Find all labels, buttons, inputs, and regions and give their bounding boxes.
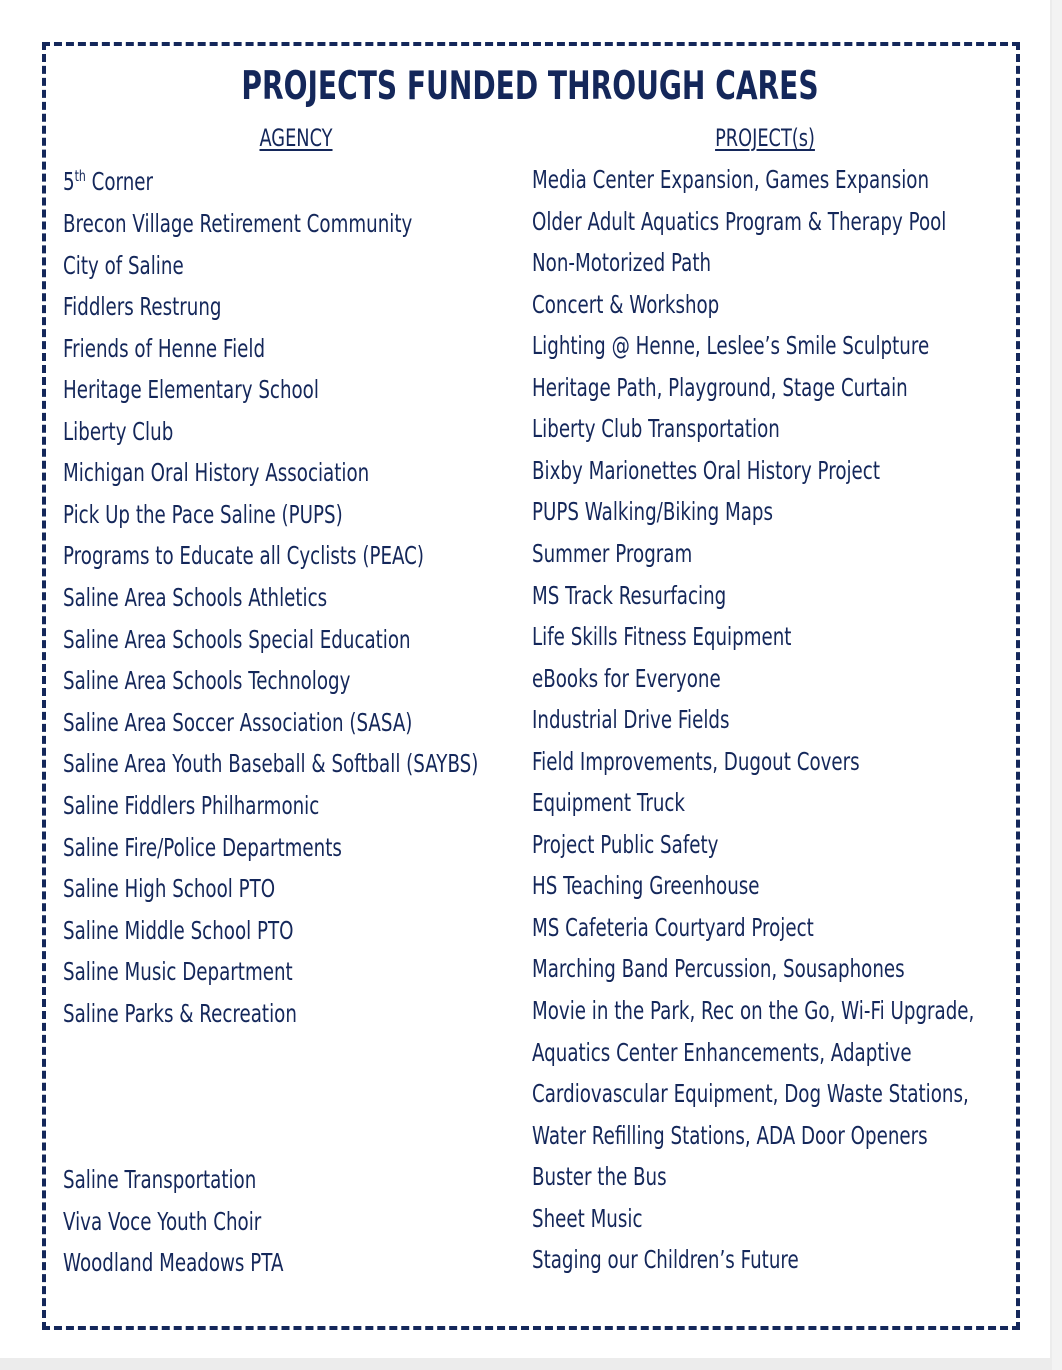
- agency-name: Friends of Henne Field: [63, 334, 266, 363]
- project-description: Movie in the Park, Rec on the Go, Wi-Fi Upgrade,: [532, 996, 975, 1025]
- agency-name: Saline Area Soccer Association (SASA): [63, 708, 413, 737]
- agency-name: Saline High School PTO: [63, 874, 276, 903]
- project-description: Industrial Drive Fields: [532, 705, 730, 734]
- projects-column-header: PROJECT(s): [715, 124, 815, 152]
- project-description: Field Improvements, Dugout Covers: [532, 747, 860, 776]
- agency-name: Saline Parks & Recreation: [63, 999, 297, 1028]
- agency-column-header: AGENCY: [259, 124, 333, 152]
- agency-name: Saline Area Schools Special Education: [63, 625, 411, 654]
- agency-name-number: 5: [63, 167, 75, 196]
- agency-name: Saline Middle School PTO: [63, 916, 294, 945]
- project-description: Life Skills Fitness Equipment: [532, 622, 792, 651]
- project-description: Aquatics Center Enhancements, Adaptive: [532, 1038, 912, 1067]
- project-description: Non-Motorized Path: [532, 248, 712, 277]
- agency-name-rest: Corner: [85, 167, 154, 196]
- agency-name: Saline Area Schools Athletics: [63, 583, 328, 612]
- project-description: Bixby Marionettes Oral History Project: [532, 456, 880, 485]
- project-description: Buster the Bus: [532, 1162, 667, 1191]
- project-description: Heritage Path, Playground, Stage Curtain: [532, 373, 908, 402]
- agency-name: Brecon Village Retirement Community: [63, 209, 413, 238]
- agency-name: Saline Area Youth Baseball & Softball (SAYBS): [63, 749, 479, 778]
- project-description: Concert & Workshop: [532, 290, 720, 319]
- project-description: Project Public Safety: [532, 830, 719, 859]
- agency-name: Pick Up the Pace Saline (PUPS): [63, 500, 343, 529]
- agency-name: Woodland Meadows PTA: [63, 1248, 284, 1277]
- project-description: Older Adult Aquatics Program & Therapy Pool: [532, 207, 947, 236]
- project-description: Water Refilling Stations, ADA Door Openers: [532, 1121, 928, 1150]
- agency-name: Saline Transportation: [63, 1165, 257, 1194]
- agency-name: Fiddlers Restrung: [63, 292, 222, 321]
- agency-name-superscript: th: [74, 167, 86, 185]
- agency-name: City of Saline: [63, 251, 184, 280]
- agency-name: Liberty Club: [63, 417, 174, 446]
- project-description: Equipment Truck: [532, 788, 686, 817]
- agency-name: [63, 167, 153, 197]
- project-description: PUPS Walking/Biking Maps: [532, 497, 774, 526]
- agency-name: Saline Fiddlers Philharmonic: [63, 791, 320, 820]
- agency-name: Programs to Educate all Cyclists (PEAC): [63, 541, 425, 570]
- project-description: MS Track Resurfacing: [532, 581, 727, 610]
- project-description: Cardiovascular Equipment, Dog Waste Stations,: [532, 1079, 969, 1108]
- agency-name: Viva Voce Youth Choir: [63, 1207, 262, 1236]
- project-description: HS Teaching Greenhouse: [532, 871, 760, 900]
- page-title: PROJECTS FUNDED THROUGH CARES: [241, 64, 819, 109]
- project-description: Liberty Club Transportation: [532, 414, 780, 443]
- project-description: Lighting @ Henne, Leslee’s Smile Sculpture: [532, 331, 930, 360]
- project-description: Media Center Expansion, Games Expansion: [532, 165, 930, 194]
- project-description: MS Cafeteria Courtyard Project: [532, 913, 814, 942]
- agency-name: Michigan Oral History Association: [63, 458, 370, 487]
- agency-name: Saline Music Department: [63, 957, 293, 986]
- agency-name: Saline Fire/Police Departments: [63, 833, 342, 862]
- agency-name: Heritage Elementary School: [63, 375, 319, 404]
- project-description: Summer Program: [532, 539, 693, 568]
- project-description: eBooks for Everyone: [532, 664, 721, 693]
- agency-name: Saline Area Schools Technology: [63, 666, 351, 695]
- project-description: Sheet Music: [532, 1204, 643, 1233]
- scrollbar[interactable]: [1052, 0, 1062, 1370]
- project-description: Marching Band Percussion, Sousaphones: [532, 954, 905, 983]
- project-description: Staging our Children’s Future: [532, 1245, 799, 1274]
